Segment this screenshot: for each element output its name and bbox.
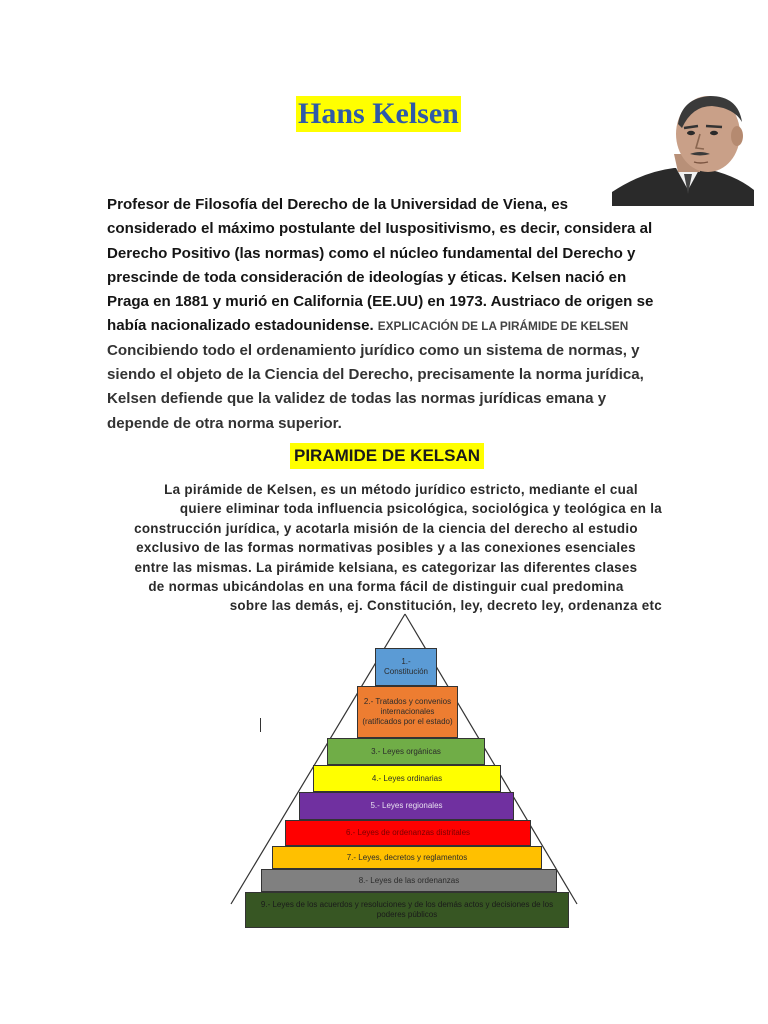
paragraph-line: quiere eliminar toda influencia psicológica, sociológica y teológica en la bbox=[179, 501, 662, 517]
bio-line: considerado el máximo postulante del Iuspositivismo, es decir, considera al bbox=[107, 220, 653, 238]
pyramid-level-4 bbox=[313, 765, 501, 792]
pyramid-level-8 bbox=[261, 869, 557, 892]
pyramid-level-5 bbox=[299, 792, 514, 820]
pyramid-subtitle: PIRAMIDE DE KELSAN bbox=[290, 443, 484, 469]
kelsen-pyramid bbox=[225, 612, 585, 932]
pyramid-level-1 bbox=[375, 648, 437, 686]
pyramid-level-label: 4.- Leyes ordinarias bbox=[371, 773, 443, 783]
bio-line: siendo el objeto de la Ciencia del Derecho, precisamente la norma jurídica, bbox=[107, 366, 644, 384]
pyramid-level-label: 3.- Leyes orgánicas bbox=[371, 746, 441, 756]
paragraph-line: La pirámide de Kelsen, es un método jurídico estricto, mediante el cual bbox=[164, 482, 638, 497]
bio-line: Praga en 1881 y murió en California (EE.UU) en 1973. Austriaco de origen se bbox=[107, 293, 654, 311]
pyramid-level-3 bbox=[327, 738, 485, 765]
bio-line-text: había nacionalizado estadounidense. bbox=[107, 317, 374, 335]
pyramid-level-9 bbox=[245, 892, 569, 928]
portrait-photo bbox=[612, 94, 754, 206]
paragraph-line: construcción jurídica, y acotarla misión de la ciencia del derecho al estudio bbox=[134, 520, 638, 536]
pyramid-level-label: 2.- Tratados y convenios internacionales (ratificados por el estado) bbox=[362, 697, 453, 726]
pyramid-level-label: 8.- Leyes de las ordenanzas bbox=[358, 875, 460, 885]
pyramid-level-label: 1.- Constitución bbox=[383, 657, 429, 676]
pyramid-level-label: 7.- Leyes, decretos y reglamentos bbox=[346, 852, 468, 862]
paragraph-line: sobre las demás, ej. Constitución, ley, decreto ley, ordenanza etc bbox=[229, 598, 662, 614]
pyramid-level-6 bbox=[285, 820, 531, 846]
bio-line: depende de otra norma superior. bbox=[107, 414, 342, 432]
bio-line bbox=[107, 314, 662, 338]
pyramid-level-label: 5.- Leyes regionales bbox=[370, 801, 443, 810]
pyramid-level-label: 6.- Leyes de ordenanzas distritales bbox=[345, 828, 471, 837]
bio-line: Derecho Positivo (las normas) como el núcleo fundamental del Derecho y bbox=[107, 244, 636, 262]
page-title: Hans Kelsen bbox=[298, 97, 459, 130]
pyramid-level-7 bbox=[272, 846, 542, 869]
pyramid-paragraph bbox=[110, 480, 662, 616]
bio-line: Concibiendo todo el ordenamiento jurídico como un sistema de normas, y bbox=[107, 341, 640, 359]
pyramid-level-label: 9.- Leyes de los acuerdos y resoluciones y de los demás actos y decisiones de los poderes públicos bbox=[260, 900, 554, 919]
paragraph-line: de normas ubicándolas en una forma fácil de distinguir cual predomina bbox=[148, 579, 624, 595]
bio-line: Profesor de Filosofía del Derecho de la Universidad de Viena, es bbox=[107, 196, 569, 213]
bio-line: prescinde de toda consideración de ideologías y éticas. Kelsen nació en bbox=[107, 268, 627, 286]
pyramid-level-2 bbox=[357, 686, 458, 738]
pyramid-explanation-heading: EXPLICACIÓN DE LA PIRÁMIDE DE KELSEN bbox=[377, 319, 629, 334]
bio-line: Kelsen defiende que la validez de todas las normas jurídicas emana y bbox=[107, 390, 607, 408]
paragraph-line: exclusivo de las formas normativas posibles y a las conexiones esenciales bbox=[136, 540, 636, 556]
bio-text bbox=[107, 193, 662, 436]
paragraph-line: entre las mismas. La pirámide kelsiana, es categorizar las diferentes clases bbox=[134, 559, 638, 575]
